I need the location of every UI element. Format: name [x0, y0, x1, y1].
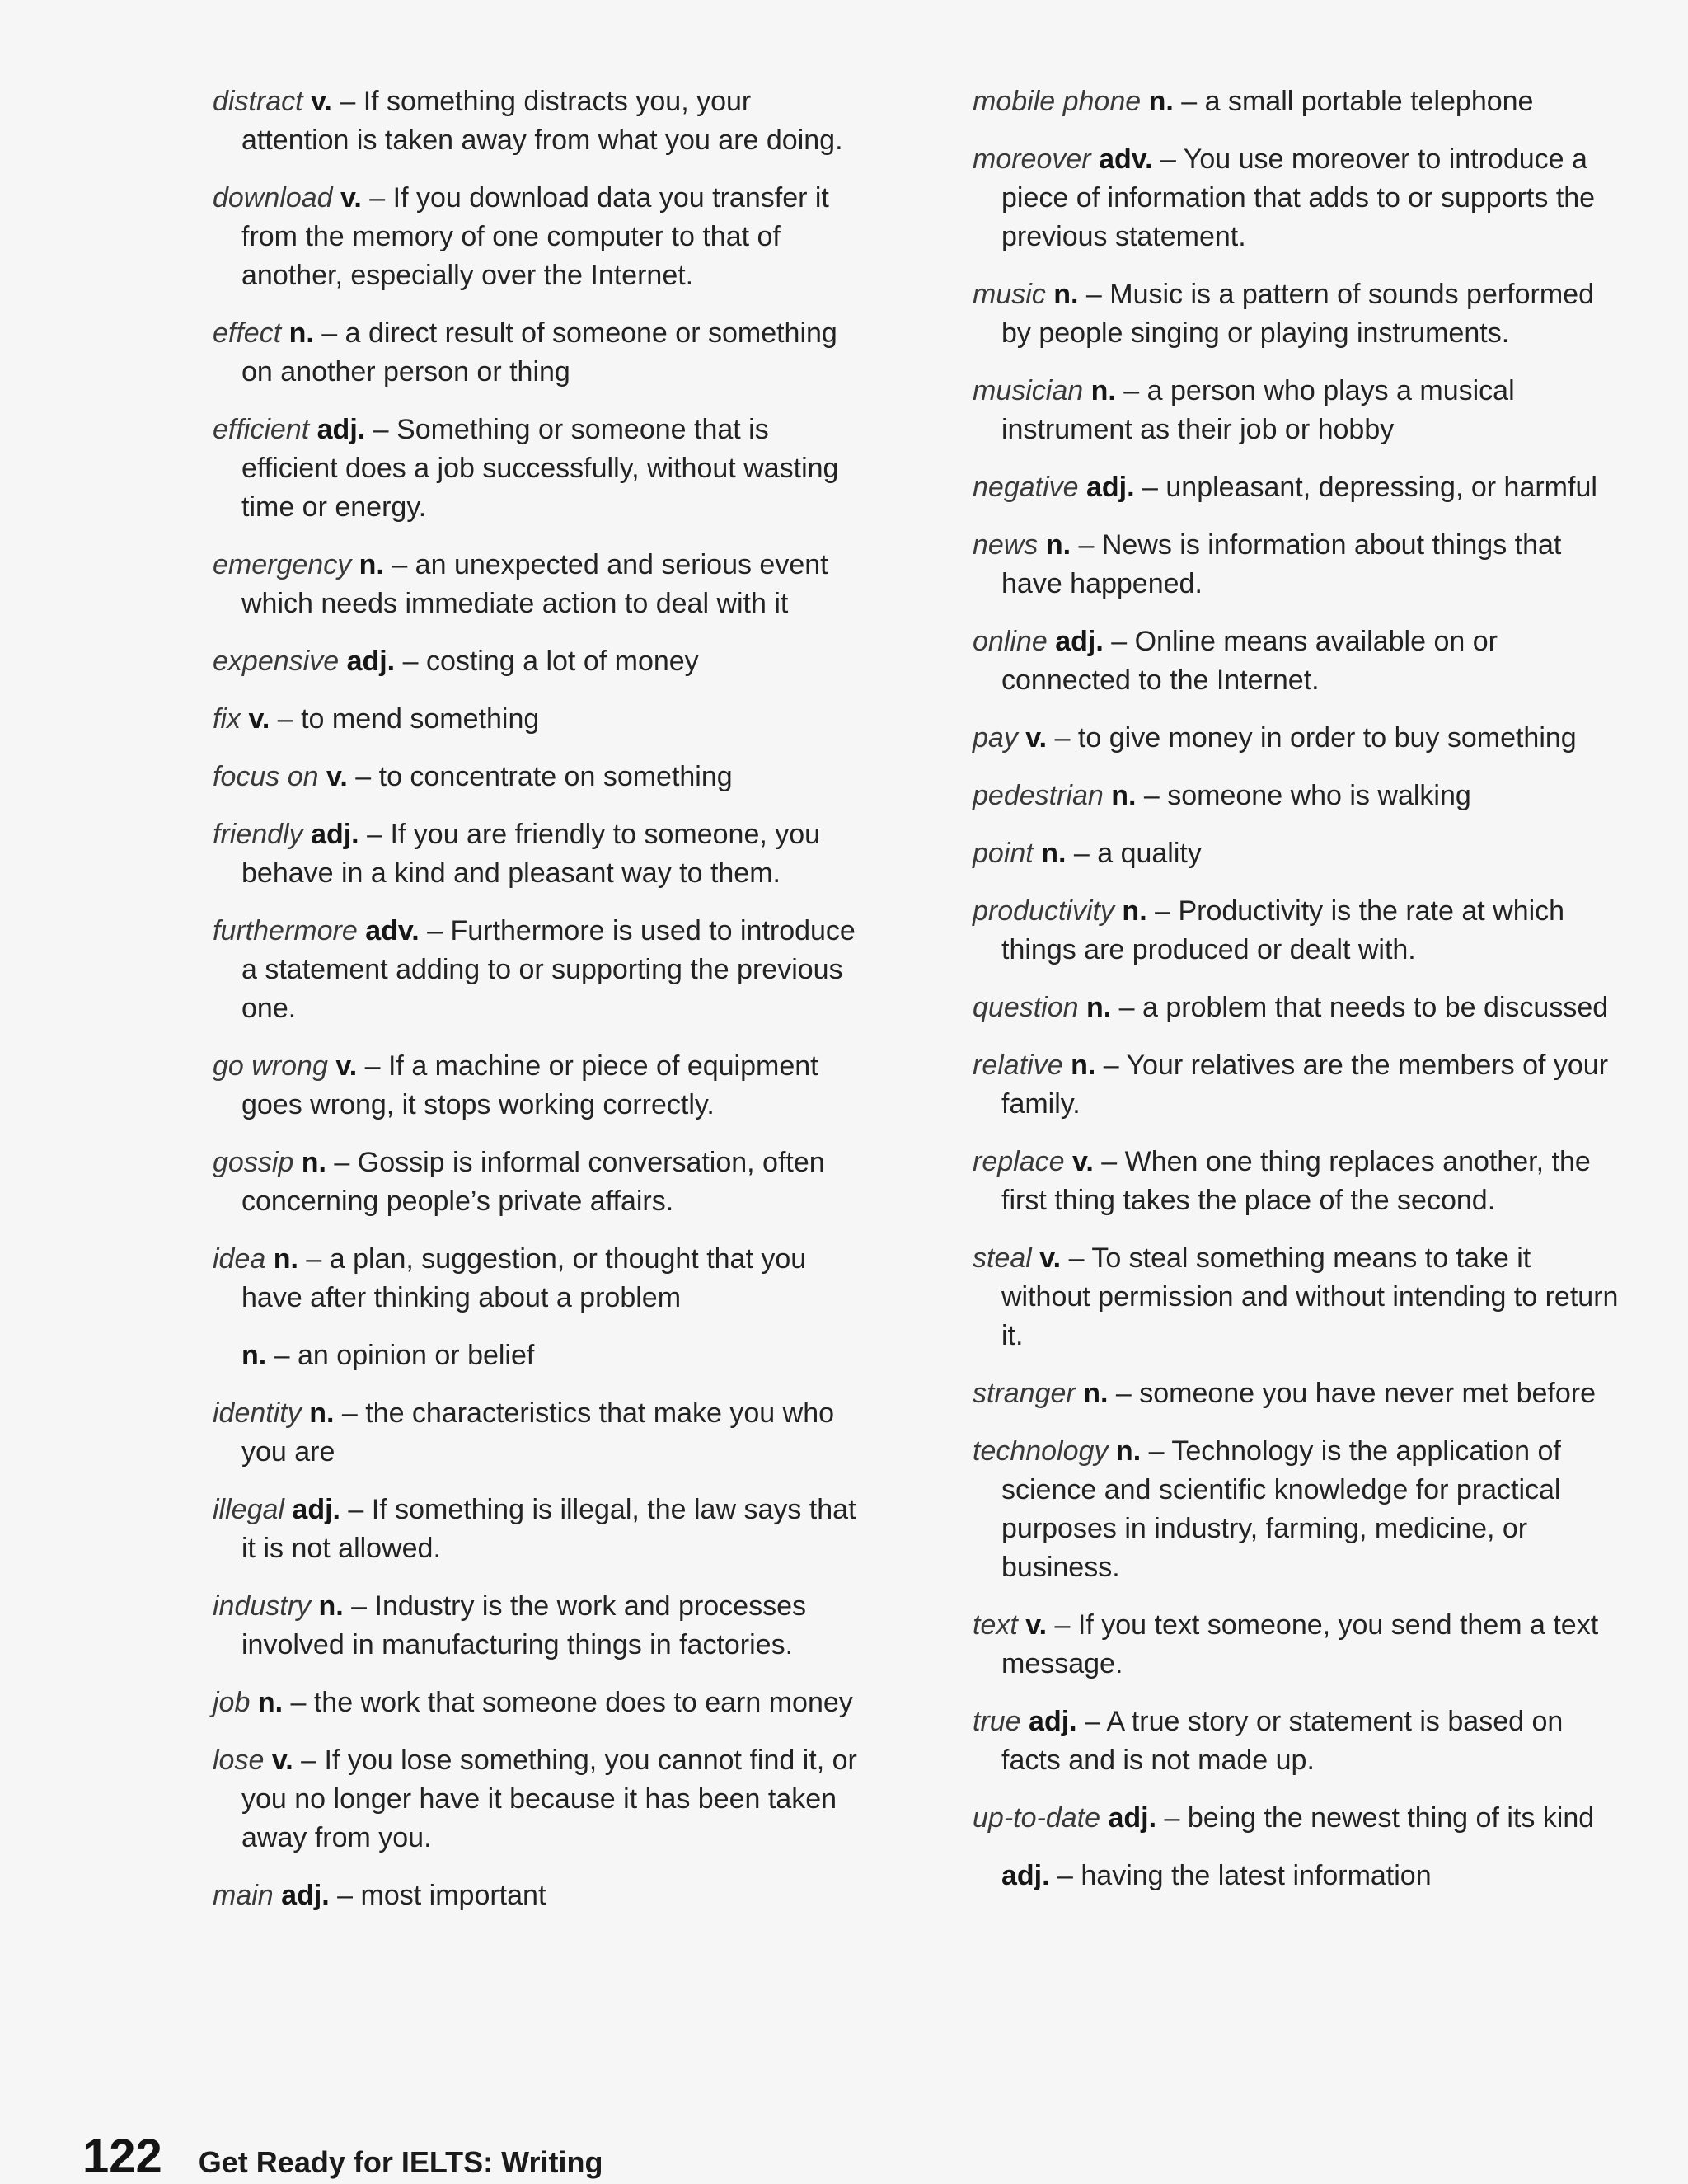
glossary-entry: [973, 1799, 1624, 1838]
glossary-entry: [213, 82, 864, 160]
entry-term: steal: [973, 1242, 1032, 1274]
entry-definition: – If you are friendly to someone, you behave in a kind and pleasant way to them.: [241, 819, 821, 889]
glossary-entry: [213, 546, 864, 623]
entry-definition: – Industry is the work and processes involved in manufacturing things in factories.: [241, 1590, 806, 1660]
entry-part-of-speech: adj.: [1055, 626, 1104, 657]
entry-term: job: [213, 1687, 251, 1718]
entry-part-of-speech: n.: [1122, 895, 1147, 927]
entry-definition: – an opinion or belief: [266, 1340, 535, 1371]
entry-term: moreover: [973, 143, 1091, 175]
entry-part-of-speech: v.: [1025, 722, 1048, 754]
entry-definition: – unpleasant, depressing, or harmful: [1134, 472, 1597, 503]
entry-part-of-speech: adj.: [1001, 1860, 1050, 1891]
entry-term: pedestrian: [973, 780, 1104, 811]
glossary-entry: [973, 468, 1624, 507]
entry-definition: – being the newest thing of its kind: [1156, 1802, 1595, 1834]
entry-definition: – someone you have never met before: [1108, 1378, 1596, 1409]
entry-term: mobile phone: [973, 86, 1142, 117]
entry-term: illegal: [213, 1494, 284, 1525]
entry-definition: – a plan, suggestion, or thought that you have after thinking about a problem: [241, 1243, 807, 1313]
entry-part-of-speech: adv.: [1099, 143, 1153, 175]
glossary-entry: [213, 314, 864, 392]
entry-term: efficient: [213, 414, 310, 445]
glossary-entry: [213, 1336, 864, 1375]
entry-term: distract: [213, 86, 303, 117]
entry-part-of-speech: n.: [1045, 529, 1071, 561]
entry-term: emergency: [213, 549, 352, 580]
entry-definition: – to give money in order to buy something: [1047, 722, 1577, 754]
entry-part-of-speech: n.: [318, 1590, 344, 1622]
glossary-entry: [213, 912, 864, 1028]
entry-term: question: [973, 992, 1079, 1023]
entry-definition: – an unexpected and serious event which needs immediate action to deal with it: [241, 549, 828, 619]
entry-part-of-speech: v.: [335, 1050, 358, 1082]
glossary-entry: [973, 834, 1624, 873]
entry-term: gossip: [213, 1147, 294, 1178]
glossary-entry: [973, 1432, 1624, 1587]
entry-definition: – If you download data you transfer it from the memory of one computer to that of another, especially over the Internet.: [241, 182, 829, 291]
entry-part-of-speech: v.: [1025, 1609, 1048, 1641]
glossary-entry: [973, 989, 1624, 1027]
glossary-entry: [213, 1240, 864, 1317]
glossary-entry: [973, 275, 1624, 353]
entry-term: lose: [213, 1745, 265, 1776]
glossary-entry: [213, 1144, 864, 1221]
entry-part-of-speech: n.: [1090, 375, 1116, 406]
entry-term: fix: [213, 703, 241, 735]
glossary-entry: [213, 1684, 864, 1722]
entry-definition: – Your relatives are the members of your family.: [1001, 1050, 1609, 1120]
entry-definition: – If something is illegal, the law says that it is not allowed.: [241, 1494, 856, 1564]
glossary-entry: [213, 642, 864, 681]
glossary-entry: [213, 1047, 864, 1125]
glossary-entry: [973, 1703, 1624, 1780]
entry-definition: – the work that someone does to earn money: [283, 1687, 853, 1718]
entry-part-of-speech: n.: [359, 549, 384, 580]
entry-definition: – a quality: [1066, 838, 1202, 869]
entry-part-of-speech: adj.: [316, 414, 366, 445]
entry-definition: – to mend something: [270, 703, 540, 735]
entry-part-of-speech: n.: [1053, 279, 1079, 310]
entry-term: up-to-date: [973, 1802, 1100, 1834]
entry-part-of-speech: n.: [309, 1397, 335, 1429]
glossary-entry: [973, 1143, 1624, 1220]
entry-definition: – News is information about things that have happened.: [1001, 529, 1562, 599]
entry-definition: – When one thing replaces another, the first thing takes the place of the second.: [1001, 1146, 1591, 1216]
entry-term: industry: [213, 1590, 312, 1622]
entry-definition: – Something or someone that is efficient does a job successfully, without wasting time or energy.: [241, 414, 839, 523]
entry-definition: – Music is a pattern of sounds performed by people singing or playing instruments.: [1001, 279, 1594, 349]
entry-term: focus on: [213, 761, 319, 792]
entry-part-of-speech: n.: [1041, 838, 1067, 869]
entry-term: furthermore: [213, 915, 358, 946]
entry-part-of-speech: n.: [241, 1340, 267, 1371]
entry-part-of-speech: n.: [1083, 1378, 1109, 1409]
glossary-entry: [213, 758, 864, 796]
entry-term: expensive: [213, 646, 340, 677]
entry-part-of-speech: v.: [326, 761, 348, 792]
entry-term: go wrong: [213, 1050, 328, 1082]
entry-definition: – a small portable telephone: [1173, 86, 1534, 117]
glossary-entry: [973, 777, 1624, 815]
entry-part-of-speech: n.: [273, 1243, 298, 1275]
glossary-entry: [213, 1587, 864, 1665]
entry-part-of-speech: n.: [1071, 1050, 1096, 1081]
glossary-entry: [213, 1491, 864, 1568]
entry-term: technology: [973, 1435, 1109, 1467]
entry-part-of-speech: v.: [311, 86, 332, 117]
entry-term: negative: [973, 472, 1079, 503]
glossary-entry: [973, 719, 1624, 758]
entry-definition: – Furthermore is used to introduce a statement adding to or supporting the previous one.: [241, 915, 856, 1024]
entry-term: text: [973, 1609, 1018, 1641]
entry-definition: – costing a lot of money: [395, 646, 699, 677]
entry-term: point: [973, 838, 1034, 869]
entry-part-of-speech: adj.: [1029, 1706, 1077, 1737]
entry-part-of-speech: v.: [1071, 1146, 1094, 1177]
entry-term: musician: [973, 375, 1084, 406]
glossary-entry: [973, 1606, 1624, 1684]
entry-term: friendly: [213, 819, 303, 850]
entry-part-of-speech: adj.: [1086, 472, 1135, 503]
entry-part-of-speech: v.: [340, 182, 362, 214]
entry-term: main: [213, 1880, 274, 1911]
entry-definition: – If you lose something, you cannot find it, or you no longer have it because it has been taken away from you.: [241, 1745, 857, 1853]
entry-term: news: [973, 529, 1039, 561]
entry-definition: – someone who is walking: [1136, 780, 1471, 811]
entry-part-of-speech: n.: [301, 1147, 326, 1178]
entry-part-of-speech: adj.: [1108, 1802, 1157, 1834]
entry-definition: – To steal something means to take it without permission and without intending to return it.: [1001, 1242, 1619, 1351]
entry-definition: – If something distracts you, your attention is taken away from what you are doing.: [241, 86, 843, 156]
entry-term: relative: [973, 1050, 1063, 1081]
entry-definition: – having the latest information: [1049, 1860, 1432, 1891]
glossary-entry: [213, 1394, 864, 1472]
entry-part-of-speech: adj.: [346, 646, 396, 677]
entry-definition: – Online means available on or connected to the Internet.: [1001, 626, 1498, 696]
entry-term: identity: [213, 1397, 302, 1429]
entry-part-of-speech: v.: [248, 703, 270, 735]
entry-part-of-speech: v.: [271, 1745, 293, 1776]
entry-definition: – most important: [329, 1880, 546, 1911]
glossary-entry: [973, 892, 1624, 970]
entry-definition: – You use moreover to introduce a piece of information that adds to or supports the previous statement.: [1001, 143, 1596, 252]
entry-part-of-speech: n.: [1148, 86, 1174, 117]
entry-definition: – a person who plays a musical instrument as their job or hobby: [1001, 375, 1515, 445]
glossary-column-left: [213, 82, 864, 1934]
entry-term: stranger: [973, 1378, 1076, 1409]
entry-part-of-speech: adj.: [311, 819, 359, 850]
entry-part-of-speech: adj.: [281, 1880, 330, 1911]
entry-definition: – Technology is the application of science and scientific knowledge for practical purposes in industry, farming, medicine, or business.: [1001, 1435, 1561, 1583]
entry-term: true: [973, 1706, 1021, 1737]
entry-part-of-speech: n.: [1086, 992, 1112, 1023]
entry-part-of-speech: adj.: [292, 1494, 340, 1525]
glossary-entry: [973, 82, 1624, 121]
entry-term: download: [213, 182, 333, 214]
entry-definition: – Gossip is informal conversation, often concerning people’s private affairs.: [241, 1147, 825, 1217]
glossary-entry: [213, 1741, 864, 1858]
entry-term: effect: [213, 317, 282, 349]
entry-definition: – A true story or statement is based on facts and is not made up.: [1001, 1706, 1564, 1776]
entry-definition: – If you text someone, you send them a text message.: [1001, 1609, 1599, 1679]
entry-definition: – a direct result of someone or something on another person or thing: [241, 317, 837, 387]
entry-part-of-speech: n.: [1115, 1435, 1142, 1467]
entry-part-of-speech: v.: [1039, 1242, 1062, 1274]
entry-term: music: [973, 279, 1046, 310]
glossary-entry: [213, 1876, 864, 1915]
glossary-entry: [973, 372, 1624, 449]
page-number: 122: [82, 2130, 162, 2183]
glossary-entry: [973, 622, 1624, 700]
page-footer: [82, 2129, 603, 2184]
glossary-entry: [973, 140, 1624, 256]
entry-term: online: [973, 626, 1048, 657]
entry-term: replace: [973, 1146, 1065, 1177]
glossary-entry: [973, 1857, 1624, 1895]
glossary-entry: [213, 179, 864, 295]
entry-term: idea: [213, 1243, 266, 1275]
glossary-entry: [213, 815, 864, 893]
entry-definition: – the characteristics that make you who you are: [241, 1397, 835, 1468]
entry-part-of-speech: n.: [1111, 780, 1137, 811]
glossary-entry: [973, 1046, 1624, 1124]
entry-part-of-speech: adv.: [365, 915, 420, 946]
entry-term: pay: [973, 722, 1018, 754]
glossary-entry: [213, 411, 864, 527]
entry-definition: – a problem that needs to be discussed: [1111, 992, 1609, 1023]
entry-definition: – Productivity is the rate at which things are produced or dealt with.: [1001, 895, 1565, 965]
glossary-entry: [973, 526, 1624, 604]
book-title: Get Ready for IELTS: Writing: [198, 2145, 603, 2179]
entry-definition: – to concentrate on something: [347, 761, 733, 792]
glossary-entry: [213, 700, 864, 739]
entry-part-of-speech: n.: [257, 1687, 284, 1718]
glossary-entry: [973, 1374, 1624, 1413]
glossary-entry: [973, 1239, 1624, 1355]
entry-term: productivity: [973, 895, 1114, 927]
glossary-column-right: [973, 82, 1624, 1914]
entry-definition: – If a machine or piece of equipment goes wrong, it stops working correctly.: [241, 1050, 818, 1120]
entry-part-of-speech: n.: [288, 317, 314, 349]
